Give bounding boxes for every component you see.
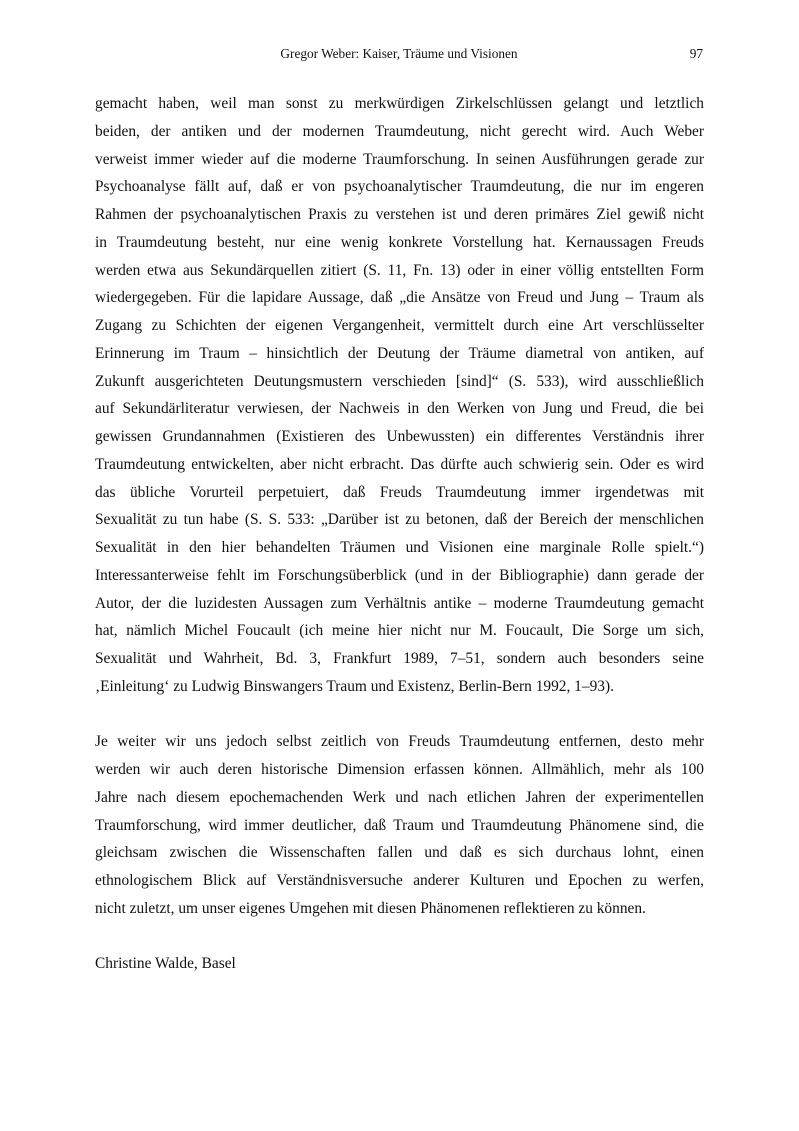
text-line: in Traumdeutung besteht, nur eine wenig konkrete Vorstellung hat. Kernaussagen Freuds — [95, 233, 704, 251]
text-line: hat, nämlich Michel Foucault (ich meine hier nicht nur M. Foucault, Die Sorge um sich, — [95, 622, 704, 640]
text-line: werden etwa aus Sekundärquellen zitiert (S. 11, Fn. 13) oder in einer völlig entstellten Form — [95, 261, 704, 279]
text-line: beiden, der antiken und der modernen Traumdeutung, nicht gerecht wird. Auch Weber — [95, 122, 704, 140]
text-line: Sexualität zu tun habe (S. S. 533: „Darüber ist zu betonen, daß der Bereich der menschlichen — [95, 511, 704, 529]
text-line: werden wir auch deren historische Dimension erfassen können. Allmählich, mehr als 100 — [95, 761, 704, 778]
text-line: gewissen Grundannahmen (Existieren des Unbewussten) ein differentes Verständnis ihrer — [95, 428, 704, 445]
text-line: nicht zuletzt, um unser eigenes Umgehen mit diesen Phänomenen reflektieren zu können. — [95, 899, 646, 917]
text-line: Sexualität in den hier behandelten Träumen und Visionen eine marginale Rolle spielt.“) — [95, 539, 704, 556]
reviewer-signature: Christine Walde, Basel — [95, 955, 236, 973]
text-line: Psychoanalyse fällt auf, daß er von psychoanalytischer Traumdeutung, die nur im engeren — [95, 178, 704, 196]
text-line: verweist immer wieder auf die moderne Traumforschung. In seinen Ausführungen gerade zur — [95, 150, 704, 168]
text-line: auf Sekundärliteratur verwiesen, der Nachweis in den Werken von Jung und Freud, die bei — [95, 400, 704, 418]
paragraph-2 — [95, 728, 704, 922]
text-line: Sexualität und Wahrheit, Bd. 3, Frankfurt 1989, 7–51, sondern auch besonders seine — [95, 650, 704, 667]
text-line: Erinnerung im Traum – hinsichtlich der Deutung der Träume diametral von antiken, auf — [95, 344, 704, 362]
text-line: Traumforschung, wird immer deutlicher, daß Traum und Traumdeutung Phänomene sind, die — [95, 816, 704, 834]
text-line: gleichsam zwischen die Wissenschaften fallen und daß es sich durchaus lohnt, einen — [95, 844, 704, 862]
review-body — [95, 90, 704, 978]
text-line: gemacht haben, weil man sonst zu merkwürdigen Zirkelschlüssen gelangt und letztlich — [95, 95, 704, 112]
text-line: ethnologischem Blick auf Verständnisversuche anderer Kulturen und Epochen zu werfen, — [95, 872, 704, 889]
text-line: Zukunft ausgerichteten Deutungsmustern verschieden [sind]“ (S. 533), wird ausschließlich — [95, 372, 704, 390]
text-line: Zugang zu Schichten der eigenen Vergangenheit, vermittelt durch eine Art verschlüsselter — [95, 317, 704, 334]
running-title: Gregor Weber: Kaiser, Träume und Visionen — [280, 46, 518, 61]
text-line: Rahmen der psychoanalytischen Praxis zu verstehen ist und deren primäres Ziel gewiß nicht — [95, 206, 704, 223]
text-line: Je weiter wir uns jedoch selbst zeitlich von Freuds Traumdeutung entfernen, desto mehr — [95, 733, 704, 751]
paragraph-1 — [95, 90, 704, 701]
text-line: Autor, der die luzidesten Aussagen zum Verhältnis antike – moderne Traumdeutung gemacht — [95, 594, 704, 612]
text-line: Interessanterweise fehlt im Forschungsüberblick (und in der Bibliographie) dann gerade der — [95, 566, 704, 584]
text-line: Traumdeutung entwickelten, aber nicht erbracht. Das dürfte auch schwierig sein. Oder es wird — [95, 455, 704, 473]
page-number: 97 — [689, 46, 703, 61]
text-line: ‚Einleitung‘ zu Ludwig Binswangers Traum und Existenz, Berlin-Bern 1992, 1–93). — [95, 677, 614, 695]
text-line: wiedergegeben. Für die lapidare Aussage, daß „die Ansätze von Freud und Jung – Traum als — [95, 289, 704, 307]
text-line: Jahre nach diesem epochemachenden Werk und nach etlichen Jahren der experimentellen — [95, 788, 704, 806]
running-header — [95, 46, 703, 66]
text-line: das übliche Vorurteil perpetuiert, daß Freuds Traumdeutung immer irgendetwas mit — [95, 483, 704, 501]
